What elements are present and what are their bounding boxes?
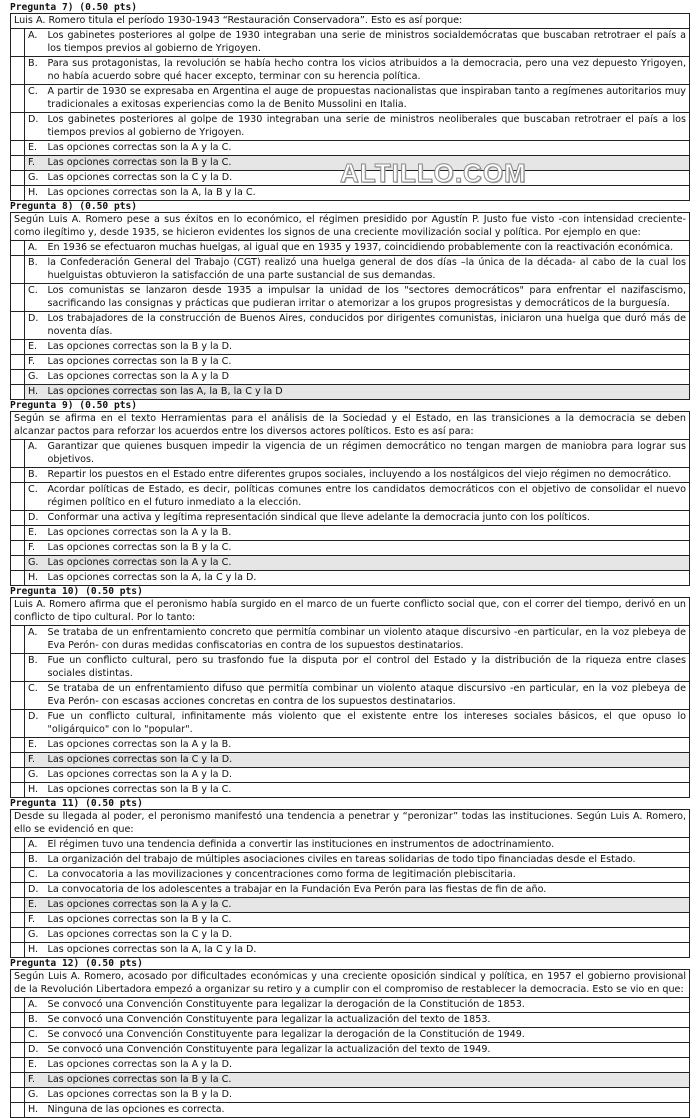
option-letter: D. [25,312,45,340]
option-margin [11,571,25,586]
option-row[interactable] [11,898,690,913]
option-margin [11,29,25,57]
option-text: Las opciones correctas son las A, la B, la C y la D [45,385,690,400]
option-letter: A. [25,29,45,57]
option-letter: G. [25,768,45,783]
option-margin [11,998,25,1013]
question-block [10,586,690,798]
option-row[interactable] [11,838,690,853]
option-text: La convocatoria a las movilizaciones y concentraciones como forma de legitimación plebiscitaria. [45,868,690,883]
option-margin [11,753,25,768]
option-text: Los gabinetes posteriores al golpe de 1930 integraban una serie de ministros neoliberales que buscaban retrotraer el país a los tiempos previos al gobierno de Yrigoyen. [45,113,690,141]
option-row[interactable] [11,141,690,156]
option-text: Las opciones correctas son la B y la D. [45,1088,690,1103]
option-letter: A. [25,998,45,1013]
option-margin [11,1073,25,1088]
question-title: Pregunta 12) (0.50 pts) [10,958,143,969]
option-text: A partir de 1930 se expresaba en Argentina el auge de propuestas nacionalistas que inspiraban tanto a regímenes autoritarios muy tradicionales a exitosas experiencias como la de Benito Mussolini en Italia. [45,85,690,113]
option-margin [11,883,25,898]
option-row[interactable] [11,783,690,798]
option-letter: E. [25,738,45,753]
option-margin [11,284,25,312]
watermark-logo: ALTILLO.COM [340,158,527,188]
option-letter: C. [25,483,45,511]
option-row[interactable] [11,1103,690,1118]
option-row[interactable] [11,753,690,768]
option-text: Se trataba de un enfrentamiento difuso que permitía combinar un violento ataque discursivo -en particular, en la voz plebeya de Eva Perón- con escasas acciones concretas en contra de los supuestos destinatarios. [45,682,690,710]
option-letter: G. [25,928,45,943]
option-letter: E. [25,340,45,355]
option-row[interactable] [11,1028,690,1043]
option-text: Para sus protagonistas, la revolución se había hecho contra los vicios atribuidos a la democracia, pero una vez depuesto Yrigoyen, no había acuerdo sobre qué hacer excepto, terminar con su herencia política. [45,57,690,85]
option-letter: F. [25,156,45,171]
option-row[interactable] [11,998,690,1013]
option-row[interactable] [11,853,690,868]
option-margin [11,838,25,853]
option-text: Se convocó una Convención Constituyente para legalizar la derogación de la Constitución de 1949. [45,1028,690,1043]
option-text: Las opciones correctas son la A y la D. [45,1058,690,1073]
option-letter: E. [25,526,45,541]
option-letter: H. [25,943,45,958]
option-text: El régimen tuvo una tendencia definida a convertir las instituciones en instrumentos de adoctrinamiento. [45,838,690,853]
option-margin [11,868,25,883]
option-row[interactable] [11,483,690,511]
option-margin [11,654,25,682]
option-text: Las opciones correctas son la A, la C y la D. [45,571,690,586]
question-block [10,798,690,958]
option-text: Garantizar que quienes busquen impedir la vigencia de un régimen democrático no tengan margen de maniobra para lograr sus objetivos. [45,440,690,468]
option-letter: G. [25,171,45,186]
option-text: Las opciones correctas son la A y la D. [45,768,690,783]
option-margin [11,340,25,355]
option-row[interactable] [11,385,690,400]
option-row[interactable] [11,1058,690,1073]
option-letter: A. [25,838,45,853]
option-margin [11,355,25,370]
option-margin [11,156,25,171]
option-row[interactable] [11,768,690,783]
option-margin [11,370,25,385]
option-row[interactable] [11,29,690,57]
option-text: Los comunistas se lanzaron desde 1935 a impulsar la unidad de los "sectores democráticos" para enfrentar el nazifascismo, sacrificando las consignas y prácticas que pudieran irritar o atemorizar a los grupos progresistas y democráticos de la burguesía. [45,284,690,312]
option-margin [11,440,25,468]
option-margin [11,511,25,526]
option-letter: F. [25,1073,45,1088]
option-text: Las opciones correctas son la B y la C. [45,913,690,928]
option-letter: B. [25,654,45,682]
question-table [10,212,690,400]
option-text: Conformar una activa y legítima representación sindical que lleve adelante la democracia junto con los políticos. [45,511,690,526]
option-row[interactable] [11,928,690,943]
option-letter: A. [25,241,45,256]
option-letter: H. [25,186,45,201]
option-text: Las opciones correctas son la A y la B. [45,738,690,753]
question-table [10,809,690,958]
option-row[interactable] [11,355,690,370]
option-row[interactable] [11,284,690,312]
option-row[interactable] [11,913,690,928]
option-letter: B. [25,256,45,284]
option-margin [11,1103,25,1118]
option-text: Los gabinetes posteriores al golpe de 1930 integraban una serie de ministros socialdemócratas que buscaban retrotraer el país a los tiempos previos al gobierno de Yrigoyen. [45,29,690,57]
question-stem: Luis A. Romero afirma que el peronismo había surgido en el marco de un fuerte conflicto social que, con el correr del tiempo, derivó en un conflicto de tipo cultural. Por lo tanto: [11,598,690,626]
option-letter: B. [25,57,45,85]
option-text: Las opciones correctas son la B y la C. [45,1073,690,1088]
option-margin [11,312,25,340]
question-stem: Desde su llegada al poder, el peronismo manifestó una tendencia a penetrar y “peronizar” todas las instituciones. Según Luis A. Romero, ello se evidenció en que: [11,810,690,838]
option-letter: G. [25,370,45,385]
option-margin [11,385,25,400]
question-table [10,411,690,586]
option-margin [11,113,25,141]
question-title: Pregunta 8) (0.50 pts) [10,201,138,212]
question-block [10,958,690,1118]
option-margin [11,171,25,186]
option-row[interactable] [11,370,690,385]
question-title: Pregunta 9) (0.50 pts) [10,400,138,411]
option-row[interactable] [11,626,690,654]
option-letter: C. [25,1028,45,1043]
option-text: Las opciones correctas son la B y la D. [45,340,690,355]
option-row[interactable] [11,1073,690,1088]
option-text: Las opciones correctas son la A y la D [45,370,690,385]
option-margin [11,241,25,256]
option-margin [11,468,25,483]
question-stem: Luis A. Romero titula el período 1930-1943 “Restauración Conservadora”. Esto es así porque: [11,14,690,29]
option-margin [11,928,25,943]
option-letter: A. [25,626,45,654]
option-text: Acordar políticas de Estado, es decir, políticas comunes entre los candidatos democráticos con el objetivo de consolidar el nuevo régimen político en el futuro inmediato a la elección. [45,483,690,511]
option-text: Las opciones correctas son la A y la C. [45,556,690,571]
question-block [10,201,690,400]
option-margin [11,541,25,556]
option-row[interactable] [11,710,690,738]
option-margin [11,626,25,654]
option-row[interactable] [11,556,690,571]
option-margin [11,186,25,201]
option-letter: B. [25,853,45,868]
option-margin [11,85,25,113]
option-letter: H. [25,385,45,400]
option-row[interactable] [11,571,690,586]
option-letter: C. [25,284,45,312]
option-margin [11,57,25,85]
option-letter: D. [25,511,45,526]
option-text: Ninguna de las opciones es correcta. [45,1103,690,1118]
option-margin [11,556,25,571]
option-text: Las opciones correctas son la C y la D. [45,171,690,186]
question-stem: Según Luis A. Romero pese a sus éxitos en lo económico, el régimen presidido por Agustín P. Justo fue visto -con intensidad creciente- como ilegítimo y, desde 1935, se hicieron evidentes los signos de una creciente movilización social y política. Por ejemplo en que: [11,213,690,241]
question-table [10,969,690,1118]
option-margin [11,1028,25,1043]
option-letter: H. [25,783,45,798]
option-text: La organización del trabajo de múltiples asociaciones civiles en tareas solidarias de todo tipo financiadas desde el Estado. [45,853,690,868]
option-row[interactable] [11,682,690,710]
option-row[interactable] [11,526,690,541]
option-text: Las opciones correctas son la B y la C. [45,156,690,171]
option-letter: F. [25,541,45,556]
option-letter: F. [25,355,45,370]
option-margin [11,943,25,958]
option-row[interactable] [11,883,690,898]
option-text: Repartir los puestos en el Estado entre diferentes grupos sociales, incluyendo a los nostálgicos del viejo régimen no democrático. [45,468,690,483]
option-letter: E. [25,1058,45,1073]
option-letter: A. [25,440,45,468]
option-margin [11,483,25,511]
option-row[interactable] [11,241,690,256]
option-row[interactable] [11,85,690,113]
option-text: Las opciones correctas son la C y la D. [45,928,690,943]
option-letter: E. [25,898,45,913]
option-text: Las opciones correctas son la A y la B. [45,526,690,541]
option-text: Se convocó una Convención Constituyente para legalizar la actualización del texto de 1853. [45,1013,690,1028]
option-row[interactable] [11,511,690,526]
option-margin [11,141,25,156]
option-text: Las opciones correctas son la B y la C. [45,783,690,798]
option-letter: G. [25,556,45,571]
option-text: Las opciones correctas son la C y la D. [45,753,690,768]
option-text: Fue un conflicto cultural, pero su trasfondo fue la disputa por el control del Estado y la distribución de la riqueza entre clases sociales distintas. [45,654,690,682]
option-margin [11,783,25,798]
option-row[interactable] [11,943,690,958]
option-letter: C. [25,682,45,710]
option-text: Las opciones correctas son la A, la B y la C. [45,186,690,201]
question-stem: Según Luis A. Romero, acosado por dificultades económicas y una creciente oposición sindical y política, en 1957 el gobierno provisional de la Revolución Libertadora empezó a organizar su retiro y a cumplir con el compromiso de restablecer la democracia. Esto se vio en que: [11,970,690,998]
option-margin [11,738,25,753]
option-margin [11,1043,25,1058]
option-letter: F. [25,913,45,928]
option-text: Los trabajadores de la construcción de Buenos Aires, conducidos por dirigentes comunistas, iniciaron una huelga que duró más de noventa días. [45,312,690,340]
option-text: En 1936 se efectuaron muchas huelgas, al igual que en 1935 y 1937, coincidiendo probablemente con la reactivación económica. [45,241,690,256]
option-letter: F. [25,753,45,768]
option-row[interactable] [11,1043,690,1058]
option-margin [11,710,25,738]
option-margin [11,1013,25,1028]
question-title: Pregunta 10) (0.50 pts) [10,586,143,597]
option-row[interactable] [11,312,690,340]
option-text: Las opciones correctas son la B y la C. [45,355,690,370]
option-text: Fue un conflicto cultural, infinitamente más violento que el existente entre los intereses sociales básicos, el que opuso lo "oligárquico" con lo "popular". [45,710,690,738]
option-text: La convocatoria de los adolescentes a trabajar en la Fundación Eva Perón para las fiestas de fin de año. [45,883,690,898]
question-title: Pregunta 11) (0.50 pts) [10,798,143,809]
option-row[interactable] [11,654,690,682]
option-letter: D. [25,883,45,898]
option-letter: G. [25,1088,45,1103]
option-row[interactable] [11,1013,690,1028]
question-table [10,597,690,798]
option-letter: D. [25,1043,45,1058]
option-letter: D. [25,113,45,141]
option-letter: H. [25,1103,45,1118]
option-margin [11,853,25,868]
option-margin [11,913,25,928]
option-row[interactable] [11,468,690,483]
option-letter: H. [25,571,45,586]
option-letter: B. [25,1013,45,1028]
option-margin [11,898,25,913]
option-row[interactable] [11,541,690,556]
option-letter: C. [25,868,45,883]
option-letter: B. [25,468,45,483]
question-stem: Según se afirma en el texto Herramientas para el análisis de la Sociedad y el Estado, en las transiciones a la democracia se deben alcanzar pactos para reforzar los acuerdos entre los diversos actores políticos. Esto es así para: [11,412,690,440]
option-row[interactable] [11,57,690,85]
option-row[interactable] [11,113,690,141]
option-text: Las opciones correctas son la A y la C. [45,898,690,913]
option-text: Las opciones correctas son la B y la C. [45,541,690,556]
option-margin [11,1058,25,1073]
option-margin [11,526,25,541]
option-row[interactable] [11,738,690,753]
question-title: Pregunta 7) (0.50 pts) [10,2,138,13]
option-text: Las opciones correctas son la A, la C y la D. [45,943,690,958]
option-margin [11,682,25,710]
option-row[interactable] [11,868,690,883]
option-margin [11,768,25,783]
option-text: la Confederación General del Trabajo (CGT) realizó una huelga general de dos días –la única de la década- al cabo de la cual los huelguistas obtuvieron la satisfacción de una parte sustancial de sus demandas. [45,256,690,284]
option-row[interactable] [11,1088,690,1103]
option-margin [11,256,25,284]
option-row[interactable] [11,256,690,284]
option-letter: C. [25,85,45,113]
option-text: Se convocó una Convención Constituyente para legalizar la actualización del texto de 1949. [45,1043,690,1058]
option-letter: E. [25,141,45,156]
option-text: Se convocó una Convención Constituyente para legalizar la derogación de la Constitución de 1853. [45,998,690,1013]
option-margin [11,1088,25,1103]
option-letter: D. [25,710,45,738]
option-text: Las opciones correctas son la A y la C. [45,141,690,156]
question-block [10,400,690,586]
option-row[interactable] [11,440,690,468]
option-row[interactable] [11,340,690,355]
option-text: Se trataba de un enfrentamiento concreto que permitía combinar un violento ataque discursivo -en particular, en la voz plebeya de Eva Perón- con duras medidas confiscatorias en contra de los supuestos destinatarios. [45,626,690,654]
